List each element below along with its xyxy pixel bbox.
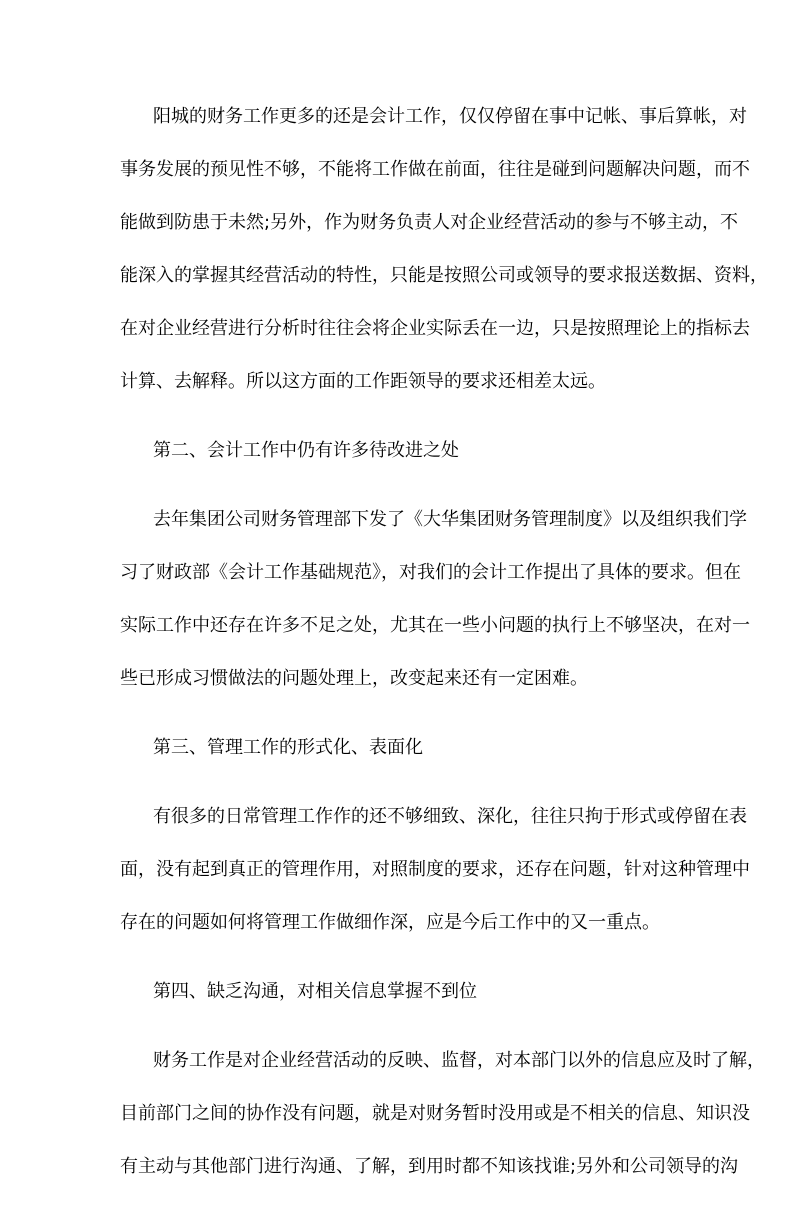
text-line: 去年集团公司财务管理部下发了《大华集团财务管理制度》以及组织我们学 xyxy=(153,509,747,530)
text-line: 些已形成习惯做法的问题处理上，改变起来还有一定困难。 xyxy=(120,668,588,689)
text-line: 有很多的日常管理工作作的还不够细致、深化，往往只拘于形式或停留在表 xyxy=(153,806,747,827)
text-line: 有主动与其他部门进行沟通、了解，到用时都不知该找谁;另外和公司领导的沟 xyxy=(120,1156,739,1177)
section-heading-4 xyxy=(120,979,674,1032)
heading-line: 第三、管理工作的形式化、表面化 xyxy=(153,737,423,758)
text-line: 财务工作是对企业经营活动的反映、监督，对本部门以外的信息应及时了解， xyxy=(153,1050,765,1071)
text-line: 实际工作中还存在许多不足之处，尤其在一些小问题的执行上不够坚决，在对一 xyxy=(120,615,750,636)
section-heading-3 xyxy=(120,735,674,788)
heading-line: 第四、缺乏沟通，对相关信息掌握不到位 xyxy=(153,981,477,1002)
text-line: 存在的问题如何将管理工作做细作深，应是今后工作中的又一重点。 xyxy=(120,912,660,933)
text-line: 能深入的掌握其经营活动的特性，只能是按照公司或领导的要求报送数据、资料， xyxy=(120,265,768,286)
text-line: 计算、去解释。所以这方面的工作距领导的要求还相差太远。 xyxy=(120,371,606,392)
document-body xyxy=(120,104,768,1223)
paragraph-finance-overview xyxy=(120,104,768,422)
text-line: 面，没有起到真正的管理作用，对照制度的要求，还存在问题，针对这种管理中 xyxy=(120,859,750,880)
text-line: 事务发展的预见性不够，不能将工作做在前面，往往是碰到问题解决问题，而不 xyxy=(120,159,750,180)
text-line: 能做到防患于未然;另外，作为财务负责人对企业经营活动的参与不够主动，不 xyxy=(120,212,739,233)
text-line: 习了财政部《会计工作基础规范》，对我们的会计工作提出了具体的要求。但在 xyxy=(120,562,741,583)
text-line: 阳城的财务工作更多的还是会计工作，仅仅停留在事中记帐、事后算帐，对 xyxy=(153,106,747,127)
paragraph-accounting-improvement xyxy=(120,507,750,719)
text-line: 在对企业经营进行分析时往往会将企业实际丢在一边，只是按照理论上的指标去 xyxy=(120,318,750,339)
paragraph-communication xyxy=(120,1048,765,1207)
heading-line: 第二、会计工作中仍有许多待改进之处 xyxy=(153,440,459,461)
text-line: 目前部门之间的协作没有问题，就是对财务暂时没用或是不相关的信息、知识没 xyxy=(120,1103,750,1124)
section-heading-2 xyxy=(120,438,674,491)
paragraph-management-formalism xyxy=(120,804,750,963)
